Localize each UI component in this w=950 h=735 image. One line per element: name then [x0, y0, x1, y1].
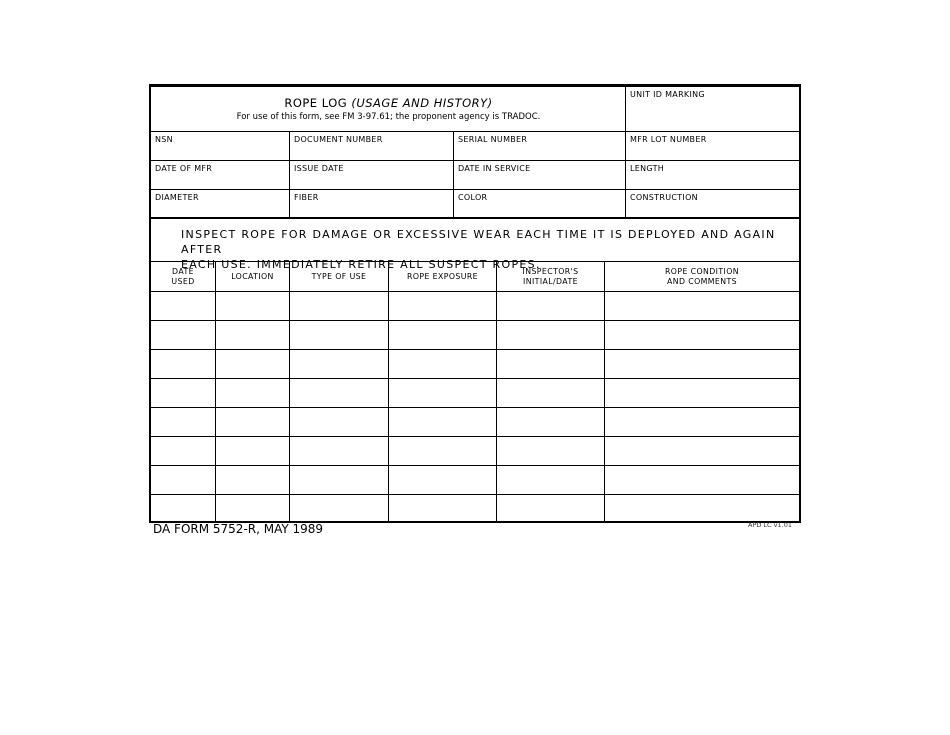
table-cell[interactable]: [216, 292, 290, 321]
field-label: DIAMETER: [155, 193, 199, 202]
field-label: DOCUMENT NUMBER: [294, 135, 383, 144]
field-nsn[interactable]: [151, 132, 290, 161]
table-cell[interactable]: [151, 350, 216, 379]
field-document-number[interactable]: [290, 132, 454, 161]
table-cell[interactable]: [151, 321, 216, 350]
table-cell[interactable]: [605, 350, 799, 379]
column-header-line-1: LOCATION: [231, 271, 274, 281]
table-cell[interactable]: [151, 437, 216, 466]
field-diameter[interactable]: [151, 190, 290, 218]
table-cell[interactable]: [151, 292, 216, 321]
column-header: [389, 262, 497, 292]
column-header: [216, 262, 290, 292]
form-title: [151, 96, 626, 110]
table-cell[interactable]: [216, 408, 290, 437]
column-header-line-2: INITIAL/DATE: [523, 276, 578, 286]
field-serial-number[interactable]: [454, 132, 626, 161]
table-cell[interactable]: [290, 495, 389, 521]
notice-line-2: EACH USE. IMMEDIATELY RETIRE ALL SUSPECT ROPES.: [181, 258, 541, 271]
title-text: ROPE LOG: [284, 96, 348, 110]
field-date-of-mfr[interactable]: [151, 161, 290, 190]
table-cell[interactable]: [497, 379, 605, 408]
field-date-in-service[interactable]: [454, 161, 626, 190]
column-header-line-1: DATE: [172, 266, 194, 276]
column-header: [151, 262, 216, 292]
unit-id-label: UNIT ID MARKING: [630, 90, 705, 99]
field-label: FIBER: [294, 193, 319, 202]
table-cell[interactable]: [389, 466, 497, 495]
table-cell[interactable]: [290, 437, 389, 466]
table-cell[interactable]: [216, 495, 290, 521]
table-cell[interactable]: [605, 321, 799, 350]
column-header-line-2: USED: [171, 276, 195, 286]
table-cell[interactable]: [605, 495, 799, 521]
table-cell[interactable]: [151, 379, 216, 408]
column-header-line-1: TYPE OF USE: [311, 271, 367, 281]
version-label: APD LC v1.01: [748, 521, 792, 529]
table-cell[interactable]: [389, 321, 497, 350]
table-cell[interactable]: [389, 408, 497, 437]
table-cell[interactable]: [216, 321, 290, 350]
table-cell[interactable]: [497, 350, 605, 379]
unit-id-field[interactable]: [626, 87, 799, 132]
column-header-line-1: ROPE CONDITION: [664, 266, 739, 276]
field-length[interactable]: [626, 161, 799, 190]
form-subtitle: For use of this form, see FM 3-97.61; the proponent agency is TRADOC.: [236, 112, 541, 122]
table-cell[interactable]: [389, 495, 497, 521]
table-cell[interactable]: [216, 379, 290, 408]
field-construction[interactable]: [626, 190, 799, 218]
table-cell[interactable]: [290, 292, 389, 321]
table-cell[interactable]: [497, 495, 605, 521]
field-label: DATE OF MFR: [155, 164, 213, 173]
title-italic: (USAGE AND HISTORY): [351, 96, 493, 110]
column-header: [497, 262, 605, 292]
table-cell[interactable]: [605, 408, 799, 437]
table-cell[interactable]: [290, 321, 389, 350]
table-cell[interactable]: [497, 292, 605, 321]
rope-log-form: [149, 84, 801, 523]
field-label: DATE IN SERVICE: [458, 164, 531, 173]
table-cell[interactable]: [605, 437, 799, 466]
column-header-line-2: AND COMMENTS: [667, 276, 737, 286]
column-header-line-1: ROPE EXPOSURE: [407, 271, 478, 281]
table-cell[interactable]: [497, 466, 605, 495]
field-mfr-lot-number[interactable]: [626, 132, 799, 161]
table-cell[interactable]: [389, 350, 497, 379]
table-cell[interactable]: [497, 321, 605, 350]
table-cell[interactable]: [151, 466, 216, 495]
field-label: NSN: [155, 135, 173, 144]
table-cell[interactable]: [216, 466, 290, 495]
table-cell[interactable]: [151, 408, 216, 437]
table-cell[interactable]: [151, 495, 216, 521]
table-cell[interactable]: [389, 292, 497, 321]
field-fiber[interactable]: [290, 190, 454, 218]
table-cell[interactable]: [605, 466, 799, 495]
field-label: SERIAL NUMBER: [458, 135, 528, 144]
table-cell[interactable]: [389, 437, 497, 466]
table-cell[interactable]: [290, 379, 389, 408]
field-issue-date[interactable]: [290, 161, 454, 190]
form-number: DA FORM 5752-R, MAY 1989: [153, 522, 324, 536]
table-cell[interactable]: [290, 408, 389, 437]
field-label: LENGTH: [630, 164, 665, 173]
notice-line-1: INSPECT ROPE FOR DAMAGE OR EXCESSIVE WEAR EACH TIME IT IS DEPLOYED AND AGAIN AFTER: [181, 228, 776, 256]
column-header: [290, 262, 389, 292]
title-block: [151, 87, 626, 132]
table-cell[interactable]: [290, 466, 389, 495]
table-cell[interactable]: [216, 350, 290, 379]
column-header: [605, 262, 799, 292]
field-label: CONSTRUCTION: [630, 193, 698, 202]
table-cell[interactable]: [497, 408, 605, 437]
table-cell[interactable]: [389, 379, 497, 408]
field-color[interactable]: [454, 190, 626, 218]
table-cell[interactable]: [605, 292, 799, 321]
field-label: ISSUE DATE: [294, 164, 344, 173]
table-cell[interactable]: [216, 437, 290, 466]
table-cell[interactable]: [497, 437, 605, 466]
field-label: COLOR: [458, 193, 488, 202]
field-label: MFR LOT NUMBER: [630, 135, 707, 144]
column-header-line-1: INSPECTOR'S: [522, 266, 579, 276]
table-cell[interactable]: [290, 350, 389, 379]
table-cell[interactable]: [605, 379, 799, 408]
